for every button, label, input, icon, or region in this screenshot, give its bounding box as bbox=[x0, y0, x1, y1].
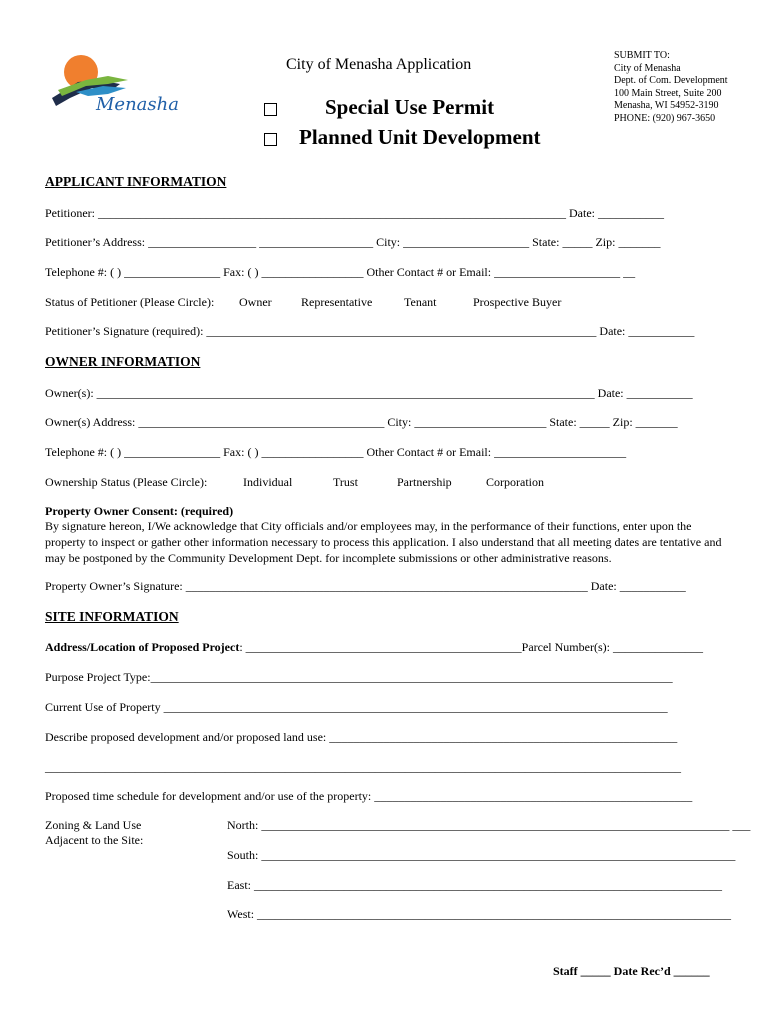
zoning-south-field[interactable]: South: _______________________________________________________________________________ bbox=[227, 848, 736, 862]
describe-continuation-line[interactable]: __________________________________________________________________________________________________________ bbox=[45, 760, 681, 774]
zoning-north-field[interactable]: North: ______________________________________________________________________________ ___ bbox=[227, 818, 751, 832]
checkbox[interactable] bbox=[264, 133, 277, 146]
status-prospective-buyer[interactable]: Prospective Buyer bbox=[473, 295, 562, 309]
petitioner-telephone-field[interactable]: Telephone #: ( ) ________________ Fax: ( ) _________________ Other Contact # or Email: _____________________ __ bbox=[45, 265, 636, 279]
owner-address-field[interactable]: Owner(s) Address: _________________________________________ City: ______________________ State: _____ Zip: _______ bbox=[45, 415, 678, 429]
project-address-label: Address/Location of Proposed Project bbox=[45, 640, 240, 654]
zoning-west-field[interactable]: West: _______________________________________________________________________________ bbox=[227, 907, 732, 921]
zoning-label-line1: Zoning & Land Use bbox=[45, 818, 142, 832]
site-heading: SITE INFORMATION bbox=[45, 609, 179, 624]
ownership-trust[interactable]: Trust bbox=[333, 475, 358, 489]
option-special-use-permit[interactable]: Special Use Permit bbox=[264, 95, 494, 120]
applicant-heading: APPLICANT INFORMATION bbox=[45, 174, 227, 189]
petitioner-signature-field[interactable]: Petitioner’s Signature (required): _________________________________________________________________ Date: ___________ bbox=[45, 324, 695, 338]
option-planned-unit-development[interactable]: Planned Unit Development bbox=[264, 125, 541, 150]
schedule-field[interactable]: Proposed time schedule for development and/or use of the property: _____________________________________________________ bbox=[45, 789, 693, 803]
ownership-individual[interactable]: Individual bbox=[243, 475, 293, 489]
owner-heading: OWNER INFORMATION bbox=[45, 354, 201, 369]
owner-telephone-field[interactable]: Telephone #: ( ) ________________ Fax: ( ) _________________ Other Contact # or Email: ______________________ bbox=[45, 445, 627, 459]
staff-received-line[interactable]: Staff _____ Date Rec’d ______ bbox=[553, 964, 710, 978]
current-use-field[interactable]: Current Use of Property ____________________________________________________________________________________ bbox=[45, 700, 668, 714]
consent-heading: Property Owner Consent: (required) bbox=[45, 504, 234, 518]
logo-text: Menasha bbox=[96, 94, 178, 115]
petitioner-status-label: Status of Petitioner (Please Circle): bbox=[45, 295, 215, 309]
status-owner[interactable]: Owner bbox=[239, 295, 272, 309]
petitioner-address-field[interactable]: Petitioner’s Address: __________________ ___________________ City: _____________________ State: _____ Zip: _______ bbox=[45, 235, 661, 249]
ownership-partnership[interactable]: Partnership bbox=[397, 475, 452, 489]
application-title: City of Menasha Application bbox=[286, 56, 472, 73]
project-address-line[interactable]: : ______________________________________________Parcel Number(s): _______________ bbox=[239, 640, 703, 654]
consent-text: By signature hereon, I/We acknowledge that City officials and/or employees may, in the performance of their functions, enter upon the property to inspect or gather other information necessary to process this application. I also understand that all meeting dates are tentative and may be postponed by the Community Development Dept. for incomplete submissions or other administrative reasons. bbox=[45, 519, 722, 565]
ownership-status-label: Ownership Status (Please Circle): bbox=[45, 475, 208, 489]
owners-field[interactable]: Owner(s): ___________________________________________________________________________________ Date: ___________ bbox=[45, 386, 693, 400]
status-tenant[interactable]: Tenant bbox=[404, 295, 437, 309]
status-representative[interactable]: Representative bbox=[301, 295, 373, 309]
ownership-corporation[interactable]: Corporation bbox=[486, 475, 544, 489]
purpose-field[interactable]: Purpose Project Type:_______________________________________________________________________________________ bbox=[45, 670, 673, 684]
zoning-label-line2: Adjacent to the Site: bbox=[45, 833, 144, 847]
describe-field[interactable]: Describe proposed development and/or proposed land use: __________________________________________________________ bbox=[45, 730, 678, 744]
city-logo bbox=[48, 50, 178, 122]
project-address-field[interactable] bbox=[45, 640, 703, 655]
checkbox[interactable] bbox=[264, 103, 277, 116]
owner-signature-field[interactable]: Property Owner’s Signature: ___________________________________________________________________ Date: ___________ bbox=[45, 579, 686, 593]
zoning-east-field[interactable]: East: ______________________________________________________________________________ bbox=[227, 878, 722, 892]
petitioner-field[interactable]: Petitioner: ______________________________________________________________________________ Date: ___________ bbox=[45, 206, 664, 220]
submit-to-block: SUBMIT TO: City of Menasha Dept. of Com. Development 100 Main Street, Suite 200 Menasha, WI 54952-3190 PHONE: (920) 967-3650 bbox=[614, 50, 728, 124]
